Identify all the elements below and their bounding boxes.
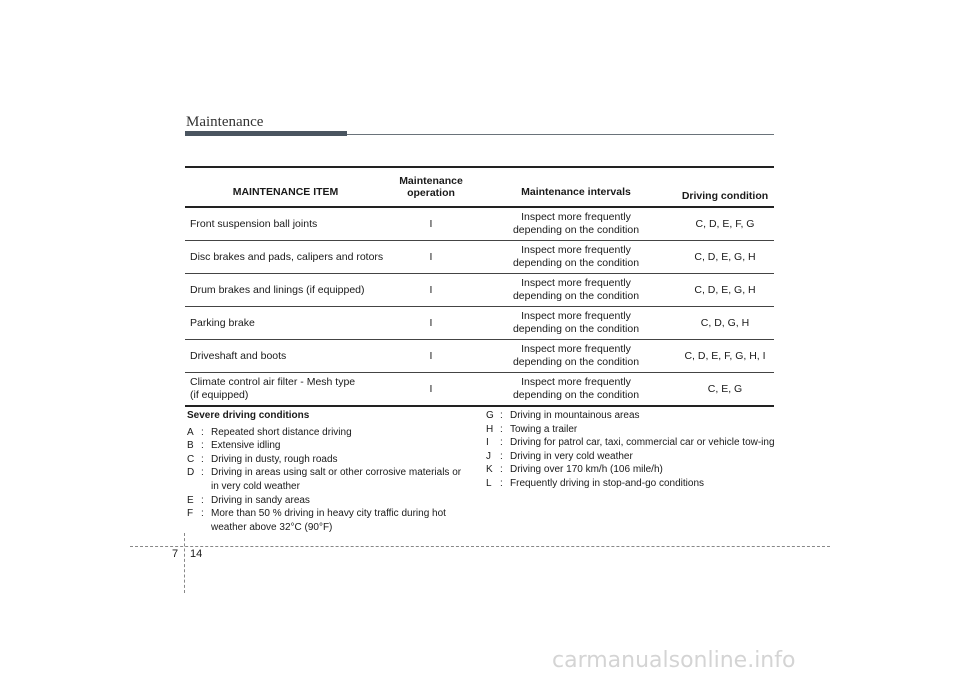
condition-letter: C [187, 453, 195, 465]
condition-separator: : [500, 437, 503, 449]
condition-letter: L [486, 477, 492, 489]
table-row [185, 307, 774, 340]
severe-conditions-right [486, 409, 776, 491]
cell-operation: I [386, 207, 476, 241]
table-row [185, 340, 774, 373]
condition-letter: D [187, 467, 195, 479]
cell-interval: Inspect more frequently depending on the condition [476, 207, 676, 241]
severe-conditions-title: Severe driving conditions [187, 410, 310, 421]
cell-interval: Inspect more frequently depending on the condition [476, 307, 676, 340]
condition-text: Repeated short distance driving [211, 426, 352, 438]
cell-operation: I [386, 241, 476, 274]
cell-condition: C, E, G [676, 373, 774, 407]
condition-letter: E [187, 494, 194, 506]
condition-letter: K [486, 464, 493, 476]
condition-letter: F [187, 508, 194, 520]
cell-item: Climate control air filter - Mesh type (if equipped) [185, 373, 386, 407]
condition-text: Driving in dusty, rough roads [211, 453, 338, 465]
cell-condition: C, D, E, F, G, H, I [676, 340, 774, 373]
condition-text: Towing a trailer [510, 423, 578, 435]
condition-separator: : [500, 477, 503, 489]
condition-text: Frequently driving in stop-and-go conditions [510, 477, 704, 489]
condition-separator: : [500, 450, 503, 462]
condition-text: Driving for patrol car, taxi, commercial car or vehicle tow-ing [510, 437, 775, 449]
cell-operation: I [386, 307, 476, 340]
condition-item [187, 507, 467, 534]
cell-item: Driveshaft and boots [185, 340, 386, 373]
condition-separator: : [201, 440, 204, 452]
cell-condition: C, D, E, G, H [676, 274, 774, 307]
condition-text: Driving over 170 km/h (106 mile/h) [510, 464, 663, 476]
condition-letter: A [187, 426, 194, 438]
footer-dashed-rule [130, 546, 830, 547]
table-row [185, 241, 774, 274]
condition-text: Driving in areas using salt or other corrosive materials or in very cold weather [211, 467, 462, 492]
cell-interval: Inspect more frequently depending on the condition [476, 373, 676, 407]
cell-interval: Inspect more frequently depending on the condition [476, 340, 676, 373]
column-header-operation: Maintenance operation [386, 167, 476, 207]
page-number: 14 [190, 548, 203, 560]
table-row [185, 207, 774, 241]
condition-item [486, 477, 776, 491]
condition-letter: J [486, 450, 491, 462]
condition-item [486, 409, 776, 423]
condition-item [486, 450, 776, 464]
cell-item: Front suspension ball joints [185, 207, 386, 241]
condition-item [187, 494, 467, 508]
condition-separator: : [201, 467, 204, 479]
cell-condition: C, D, E, G, H [676, 241, 774, 274]
column-header-intervals: Maintenance intervals [476, 167, 676, 207]
condition-letter: H [486, 423, 494, 435]
cell-operation: I [386, 373, 476, 407]
condition-item [486, 436, 776, 450]
condition-text: More than 50 % driving in heavy city traffic during hot weather above 32°C (90°F) [211, 508, 446, 533]
cell-operation: I [386, 274, 476, 307]
condition-separator: : [201, 453, 204, 465]
maintenance-table [185, 166, 774, 407]
page-header-title: Maintenance [186, 114, 264, 130]
column-header-condition: Driving condition [676, 167, 774, 207]
condition-separator: : [500, 410, 503, 421]
condition-item [486, 423, 776, 437]
condition-item [486, 463, 776, 477]
cell-interval: Inspect more frequently depending on the condition [476, 241, 676, 274]
condition-letter: I [486, 437, 489, 449]
cell-item: Drum brakes and linings (if equipped) [185, 274, 386, 307]
table-header-row [185, 167, 774, 207]
header-rule [347, 134, 774, 135]
cell-operation: I [386, 340, 476, 373]
condition-separator: : [500, 464, 503, 476]
condition-item [187, 453, 467, 467]
condition-separator: : [201, 508, 204, 520]
condition-text: Driving in mountainous areas [510, 410, 640, 421]
condition-separator: : [201, 494, 204, 506]
cell-condition: C, D, E, F, G [676, 207, 774, 241]
cell-condition: C, D, G, H [676, 307, 774, 340]
header-accent-bar [185, 131, 347, 136]
condition-letter: G [486, 410, 494, 421]
condition-item [187, 466, 467, 493]
footer-dashed-divider [184, 533, 185, 593]
severe-conditions-left [187, 409, 467, 534]
watermark: carmanualsonline.info [552, 648, 796, 673]
condition-text: Extensive idling [211, 440, 281, 452]
column-header-item: MAINTENANCE ITEM [185, 167, 386, 207]
table-row [185, 373, 774, 407]
cell-item: Parking brake [185, 307, 386, 340]
condition-item [187, 439, 467, 453]
cell-item: Disc brakes and pads, calipers and rotors [185, 241, 386, 274]
condition-item [187, 426, 467, 440]
condition-text: Driving in sandy areas [211, 494, 310, 506]
cell-interval: Inspect more frequently depending on the condition [476, 274, 676, 307]
chapter-number: 7 [172, 548, 179, 560]
condition-separator: : [201, 426, 204, 438]
table-row [185, 274, 774, 307]
condition-separator: : [500, 423, 503, 435]
condition-text: Driving in very cold weather [510, 450, 633, 462]
condition-letter: B [187, 440, 194, 452]
